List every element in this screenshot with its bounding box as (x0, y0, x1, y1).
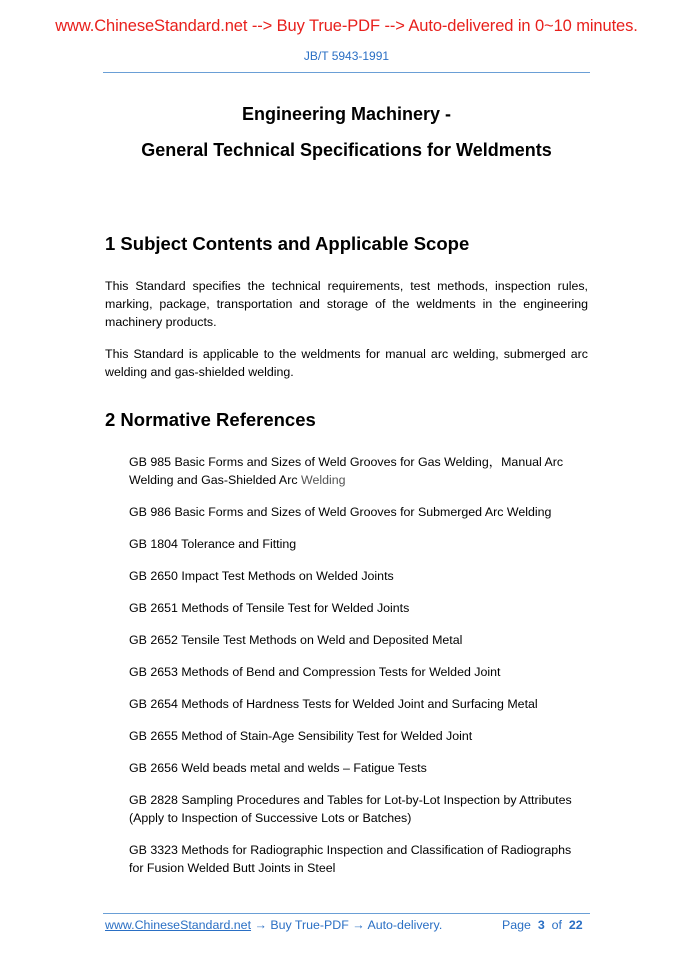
reference-text: GB 985 Basic Forms and Sizes of Weld Grooves for Gas Welding，Manual Arc Welding and Gas-Shielded Arc (129, 455, 564, 487)
standard-number: JB/T 5943-1991 (303, 49, 390, 63)
reference-item: GB 986 Basic Forms and Sizes of Weld Grooves for Submerged Arc Welding (129, 505, 552, 519)
reference-text-tail: Welding (297, 473, 346, 487)
footer-buy-text: Buy True-PDF (270, 918, 349, 932)
section1-paragraph-2: This Standard is applicable to the weldments for manual arc welding, submerged arc welding and gas-shielded welding. (105, 347, 588, 379)
arrow-icon: → (352, 918, 365, 932)
current-page: 3 (537, 918, 545, 932)
reference-item: GB 1804 Tolerance and Fitting (129, 537, 297, 551)
reference-item: GB 2654 Methods of Hardness Tests for Welded Joint and Surfacing Metal (129, 697, 538, 711)
page-label: Page (502, 918, 531, 932)
of-label: of (551, 918, 562, 932)
section1-paragraph-1: This Standard specifies the technical requirements, test methods, inspection rules, marking, package, transportation and storage of the weldments in the engineering machinery products. (105, 279, 588, 329)
reference-item: GB 2652 Tensile Test Methods on Weld and Deposited Metal (129, 633, 463, 647)
footer-divider (103, 913, 590, 914)
document-title-line1: Engineering Machinery - (241, 104, 452, 124)
reference-item: GB 2651 Methods of Tensile Test for Welded Joints (129, 601, 410, 615)
top-banner[interactable]: www.ChineseStandard.net --> Buy True-PDF --> Auto-delivered in 0~10 minutes. (55, 17, 638, 35)
document-title-line2: General Technical Specifications for Weldments (141, 140, 552, 160)
reference-item: GB 2828 Sampling Procedures and Tables for Lot-by-Lot Inspection by Attributes (Apply to Inspection of Successive Lots or Batches) (129, 793, 572, 825)
reference-item (129, 453, 589, 489)
section1-heading: 1 Subject Contents and Applicable Scope (105, 233, 470, 254)
reference-item: GB 3323 Methods for Radiographic Inspection and Classification of Radiographs for Fusion Welded Butt Joints in Steel (129, 843, 572, 875)
page-number (502, 918, 583, 932)
section2-heading: 2 Normative References (105, 409, 316, 430)
total-pages: 22 (568, 918, 583, 932)
footer-delivery-text: Auto-delivery. (367, 918, 443, 932)
header-divider (103, 72, 590, 73)
footer-links (105, 918, 442, 932)
reference-item: GB 2655 Method of Stain-Age Sensibility Test for Welded Joint (129, 729, 473, 743)
reference-item: GB 2650 Impact Test Methods on Welded Joints (129, 569, 394, 583)
reference-item: GB 2656 Weld beads metal and welds – Fatigue Tests (129, 761, 427, 775)
reference-item: GB 2653 Methods of Bend and Compression Tests for Welded Joint (129, 665, 501, 679)
footer-site-link[interactable]: www.ChineseStandard.net (105, 918, 252, 932)
arrow-icon: → (254, 918, 267, 932)
